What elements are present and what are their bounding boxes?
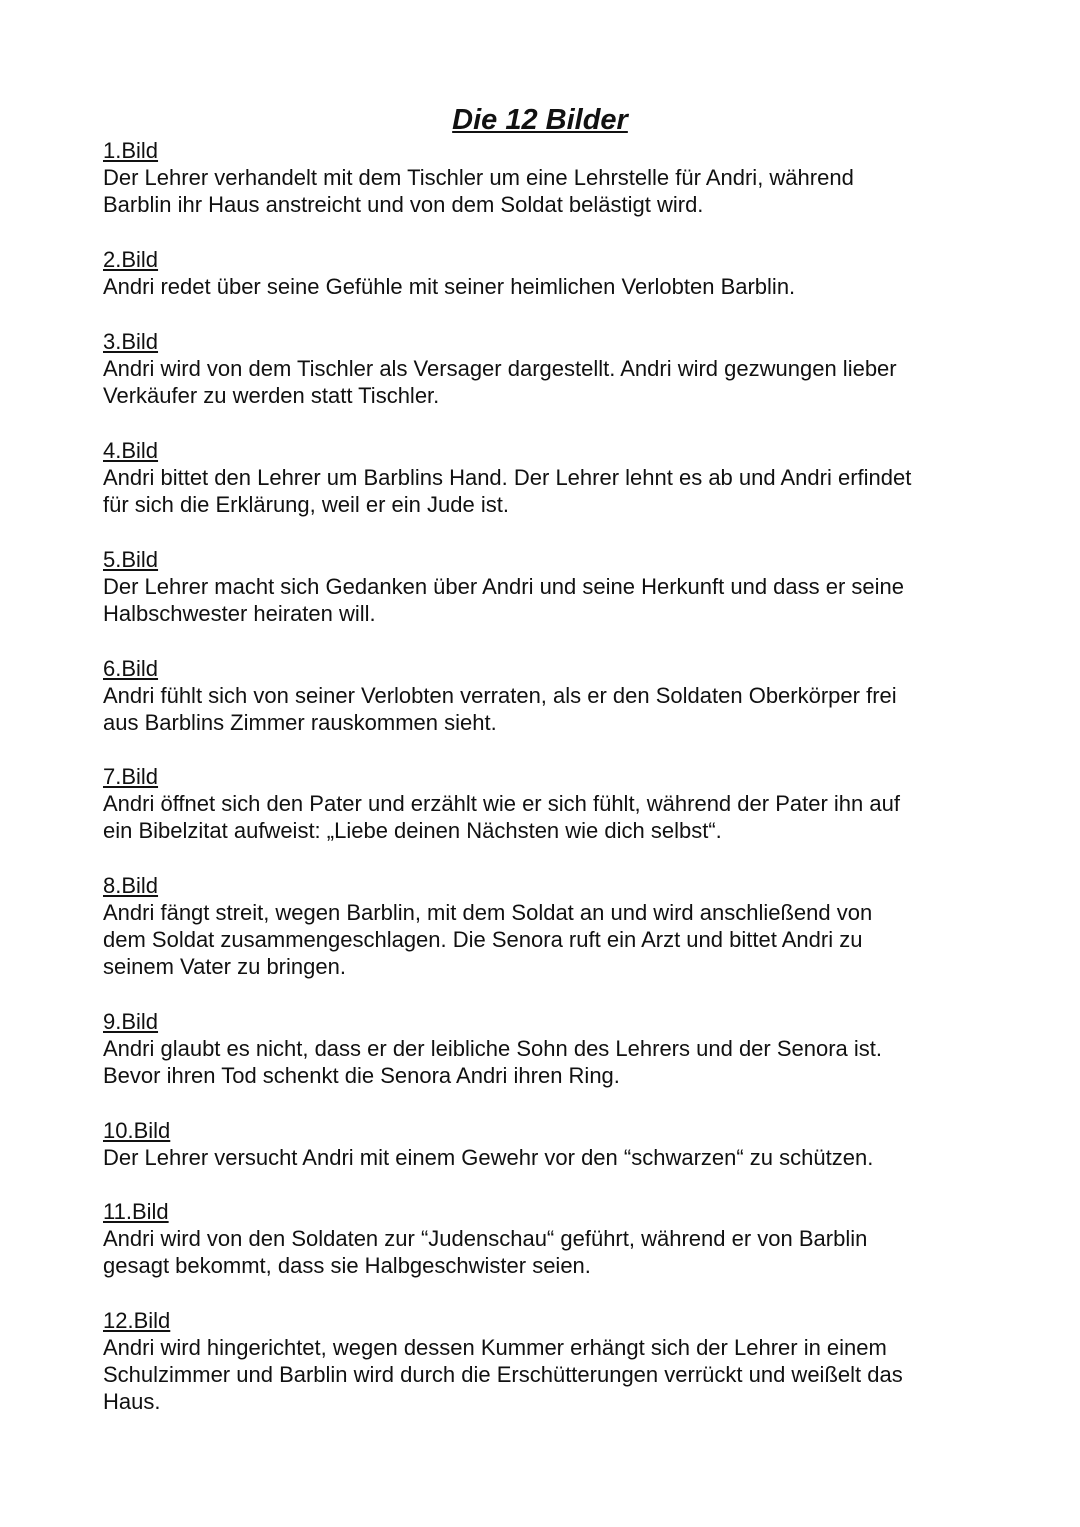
section-bild-2 — [103, 246, 993, 300]
section-line: für sich die Erklärung, weil er ein Jude ist. — [103, 492, 509, 517]
section-line: Andri bittet den Lehrer um Barblins Hand. Der Lehrer lehnt es ab und Andri erfindet — [103, 465, 912, 490]
section-bild-6 — [103, 655, 993, 736]
section-heading: 8.Bild — [103, 873, 159, 898]
section-line: Der Lehrer verhandelt mit dem Tischler um eine Lehrstelle für Andri, während — [103, 165, 854, 190]
section-heading: 10.Bild — [103, 1118, 171, 1143]
section-bild-11 — [103, 1198, 993, 1279]
document-title: Die 12 Bilder — [452, 104, 628, 136]
section-line: Andri wird von den Soldaten zur “Judenschau“ geführt, während er von Barblin — [103, 1226, 868, 1251]
section-line: Verkäufer zu werden statt Tischler. — [103, 383, 440, 408]
section-heading: 6.Bild — [103, 656, 159, 681]
section-line: Der Lehrer versucht Andri mit einem Gewehr vor den “schwarzen“ zu schützen. — [103, 1145, 874, 1170]
section-line: Der Lehrer macht sich Gedanken über Andri und seine Herkunft und dass er seine — [103, 574, 905, 599]
section-heading: 7.Bild — [103, 764, 159, 789]
section-line: Andri wird von dem Tischler als Versager dargestellt. Andri wird gezwungen lieber — [103, 356, 897, 381]
section-bild-8 — [103, 872, 993, 980]
section-bild-9 — [103, 1008, 993, 1089]
section-line: gesagt bekommt, dass sie Halbgeschwister seien. — [103, 1253, 591, 1278]
section-bild-10 — [103, 1117, 993, 1171]
section-heading: 2.Bild — [103, 247, 159, 272]
section-line: Barblin ihr Haus anstreicht und von dem Soldat belästigt wird. — [103, 192, 704, 217]
section-line: Andri wird hingerichtet, wegen dessen Kummer erhängt sich der Lehrer in einem — [103, 1335, 887, 1360]
section-line: Bevor ihren Tod schenkt die Senora Andri ihren Ring. — [103, 1063, 620, 1088]
section-heading: 4.Bild — [103, 438, 159, 463]
section-line: Andri redet über seine Gefühle mit seiner heimlichen Verlobten Barblin. — [103, 274, 796, 299]
section-bild-3 — [103, 328, 993, 409]
section-heading: 9.Bild — [103, 1009, 159, 1034]
section-bild-1 — [103, 137, 993, 218]
section-line: Andri glaubt es nicht, dass er der leibliche Sohn des Lehrers und der Senora ist. — [103, 1036, 883, 1061]
section-bild-12 — [103, 1307, 993, 1415]
section-heading: 11.Bild — [103, 1199, 169, 1224]
section-heading: 1.Bild — [103, 138, 159, 163]
section-heading: 3.Bild — [103, 329, 159, 354]
section-line: Andri fängt streit, wegen Barblin, mit dem Soldat an und wird anschließend von — [103, 900, 873, 925]
section-line: aus Barblins Zimmer rauskommen sieht. — [103, 710, 497, 735]
section-line: Andri fühlt sich von seiner Verlobten verraten, als er den Soldaten Oberkörper frei — [103, 683, 897, 708]
section-bild-5 — [103, 546, 993, 627]
section-heading: 12.Bild — [103, 1308, 171, 1333]
section-line: dem Soldat zusammengeschlagen. Die Senora ruft ein Arzt und bittet Andri zu — [103, 927, 863, 952]
section-line: seinem Vater zu bringen. — [103, 954, 346, 979]
section-bild-4 — [103, 437, 993, 518]
section-line: Haus. — [103, 1389, 161, 1414]
section-line: Schulzimmer und Barblin wird durch die Erschütterungen verrückt und weißelt das — [103, 1362, 903, 1387]
section-line: Andri öffnet sich den Pater und erzählt wie er sich fühlt, während der Pater ihn auf — [103, 791, 900, 816]
section-heading: 5.Bild — [103, 547, 159, 572]
section-line: ein Bibelzitat aufweist: „Liebe deinen Nächsten wie dich selbst“. — [103, 818, 722, 843]
section-line: Halbschwester heiraten will. — [103, 601, 376, 626]
section-bild-7 — [103, 763, 993, 844]
